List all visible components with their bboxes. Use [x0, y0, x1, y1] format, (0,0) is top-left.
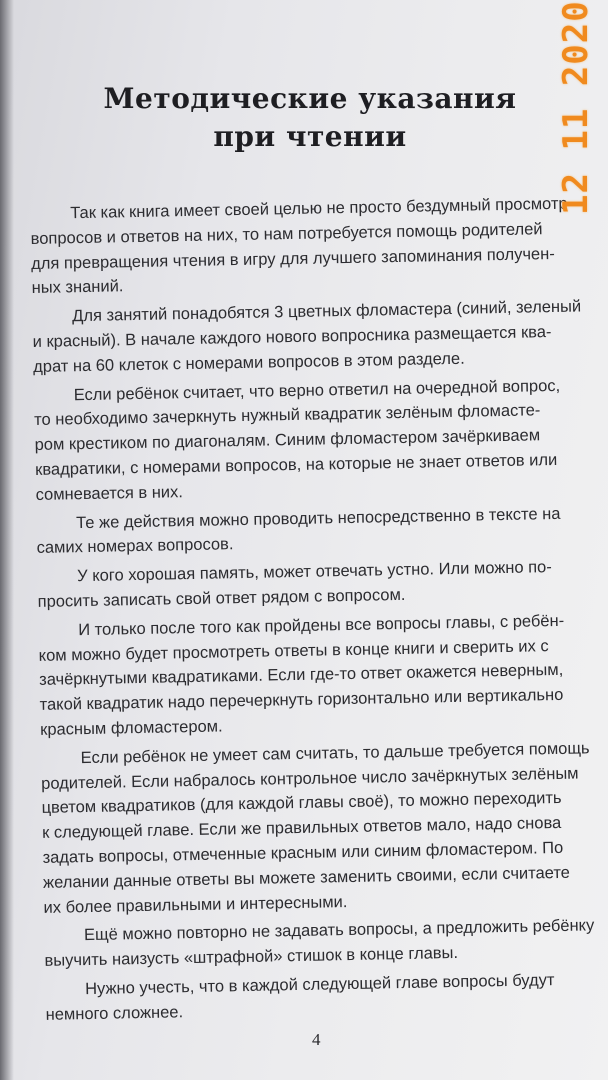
- paragraph: [45, 966, 608, 1027]
- title-line-1: Методические указания: [103, 82, 517, 115]
- text-line: У кого хорошая память, может отвечать устно. Или можно по-: [77, 558, 552, 586]
- text-line: ром крестиком по диагоналям. Синим фломастером зачёркиваем: [34, 426, 541, 455]
- text-line: для превращения чтения в игру для лучшего запоминания получен-: [31, 244, 555, 273]
- text-line: к следующей главе. Если же правильных ответов мало, надо снова: [41, 814, 562, 843]
- text-line: ных знаний.: [31, 277, 124, 298]
- text-line: вопросов и ответов на них, то нам потребуется помощь родителей: [30, 219, 543, 248]
- text-line: сомневается в них.: [35, 482, 184, 504]
- text-line: Нужно учесть, что в каждой следующей главе вопросы будут: [84, 970, 555, 998]
- page-number: 4: [312, 1030, 321, 1049]
- text-line: немного сложнее.: [45, 1002, 184, 1024]
- paragraph: [30, 190, 608, 301]
- paragraph: [38, 607, 608, 742]
- text-line: Если ребёнок считает, что верно ответил на очередной вопрос,: [73, 376, 561, 404]
- text-line: Ещё можно повторно не задавать вопросы, а предложить ребёнку: [83, 916, 595, 945]
- text-line: Те же действия можно проводить непосредственно в тексте на: [75, 504, 561, 532]
- text-line: квадратики, с номерами вопросов, на которые не знает ответов или: [34, 450, 558, 479]
- text-line: Для занятий понадобятся 3 цветных фломастера (синий, зеленый: [72, 297, 582, 326]
- text-line: просить записать свой ответ рядом с вопросом.: [37, 585, 406, 611]
- text-line: красным фломастером.: [39, 717, 223, 739]
- text-line: выучить наизусть «штрафной» стишок в конце главы.: [44, 944, 459, 970]
- paragraph: [32, 294, 608, 380]
- title-line-2: при чтении: [213, 120, 407, 153]
- text-line: такой квадратик надо перечеркнуть горизонтально или вертикально: [39, 685, 564, 715]
- text-line: Если ребёнок не умеет сам считать, то дальше требуется помощь: [80, 739, 590, 767]
- paragraph: [40, 735, 608, 920]
- text-line: самих номерах вопросов.: [36, 535, 234, 558]
- text-line: ком можно будет просмотреть ответы в конце книги и сверить их с: [38, 636, 549, 665]
- text-line: цветом квадратиков (для каждой главы своё), то можно переходить: [41, 789, 562, 818]
- text-line: драт на 60 клеток с номерами вопросов в этом разделе.: [32, 349, 465, 376]
- text-line: их более правильными и интересными.: [43, 892, 348, 917]
- paragraph: [33, 372, 608, 507]
- page-shadow: [0, 0, 14, 1080]
- text-line: Так как книга имеет своей целью не просто бездумный просмотр: [70, 194, 568, 223]
- text-line: зачёркнутыми квадратиками. Если где-то ответ окажется неверным,: [39, 661, 564, 690]
- date-stamp: 12 11 2020: [556, 0, 596, 215]
- page-title: [80, 80, 540, 156]
- text-line: желании данные ответы вы можете заменить своими, если считаете: [42, 863, 571, 892]
- body-text: [30, 190, 608, 1027]
- text-line: то необходимо зачеркнуть нужный квадратик зелёным фломасте-: [34, 401, 541, 430]
- text-line: И только после того как пройдены все вопросы главы, с ребён-: [78, 611, 565, 639]
- text-line: родителей. Если набралось контрольное число зачёркнутых зелёным: [40, 764, 579, 793]
- text-line: задать вопросы, отмеченные красным или синим фломастером. По: [42, 838, 564, 867]
- text-line: и красный). В начале каждого нового вопросника размещается ква-: [32, 322, 552, 351]
